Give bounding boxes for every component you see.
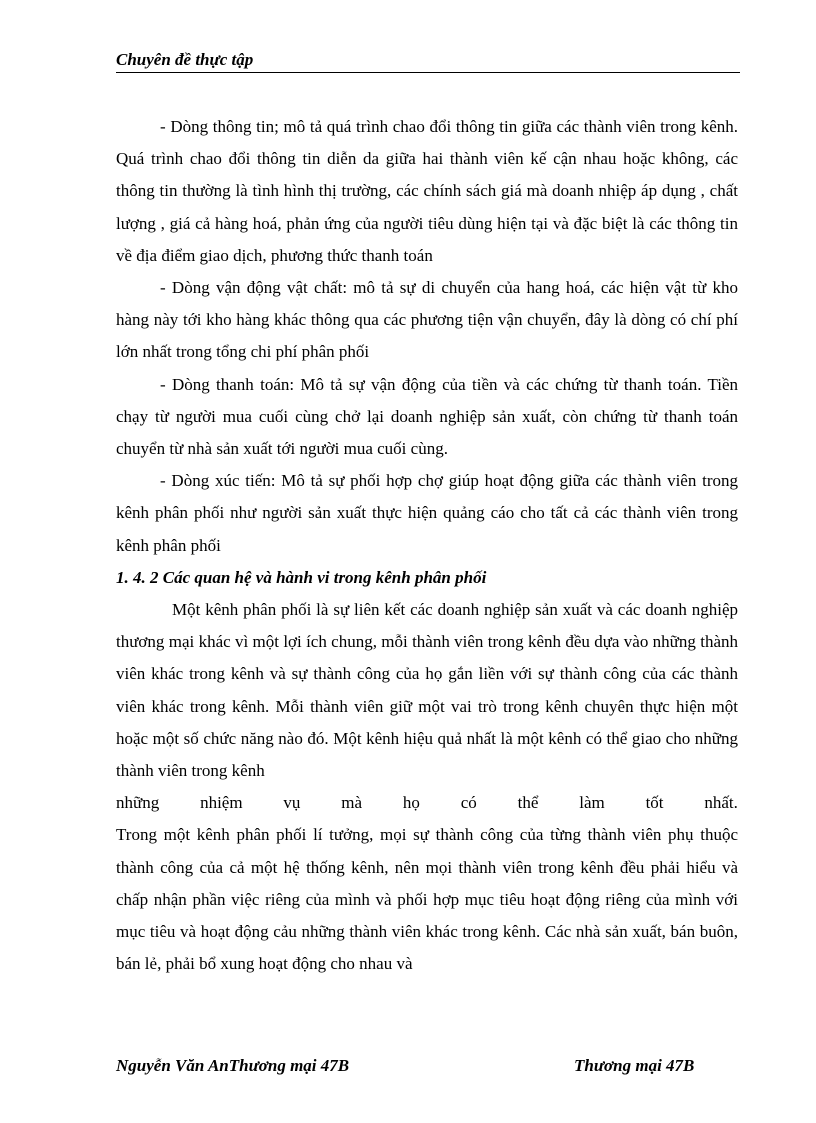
paragraph-payment-flow: - Dòng thanh toán: Mô tả sự vận động của tiền và các chứng từ thanh toán. Tiền chạy từ người mua cuối cùng chở lại doanh nghiệp sản xuất, còn chứng từ thanh toán chuyển từ nhà sản xuất tới người mua cuối cùng. <box>116 374 738 459</box>
spread-word: họ <box>402 793 420 813</box>
paragraph-information-flow: - Dòng thông tin; mô tả quá trình chao đổi thông tin giữa các thành viên trong kênh. Quá trình chao đổi thông tin diễn da giữa hai thành viên kế cận nhau hoặc không, các thông tin thường là tình hình thị trường, các chính sách giá mà doanh nhiệp áp dụng , chất lượng , giá cả hàng hoá, phản ứng của người tiêu dùng hiện tại và đặc biệt là các thông tin về địa điểm giao dịch, phương thức thanh toán <box>116 117 738 265</box>
spread-word: làm <box>579 793 605 813</box>
paragraph-promotion-flow: - Dòng xúc tiến: Mô tả sự phối hợp chợ giúp hoạt động giữa các thành viên trong kênh phân phối như người sản xuất thực hiện quảng cáo cho tất cả các thành viên trong kênh phân phối <box>116 471 738 555</box>
spread-word: nhất. <box>704 793 738 813</box>
section-heading: 1. 4. 2 Các quan hệ và hành vi trong kênh phân phối <box>116 567 487 587</box>
spread-word: có <box>460 793 477 813</box>
spread-word: thể <box>517 793 539 813</box>
page-body <box>116 111 738 980</box>
spread-word: những <box>116 793 160 813</box>
spread-word: vụ <box>283 793 301 813</box>
section-paragraph-part2: Trong một kênh phân phối lí tưởng, mọi sự thành công của từng thành viên phụ thuộc thành công của cả một hệ thống kênh, nên mọi thành viên trong kênh đều phải hiểu và chấp nhận phần việc riêng của mình và phối hợp mục tiêu hoạt động riêng của mình với mục tiêu và hoạt động cảu những thành viên khác trong kênh. Các nhà sản xuất, bán buôn, bán lẻ, phải bổ xung hoạt động cho nhau và <box>116 825 738 974</box>
spread-line <box>116 787 738 819</box>
page-header <box>116 50 740 70</box>
spread-word: nhiệm <box>200 793 243 813</box>
paragraph-physical-flow: - Dòng vận động vật chất: mô tả sự di chuyển của hang hoá, các hiện vật từ kho hàng này tới kho hàng khác thông qua các phương tiện vận chuyển, đây là dòng có chí phí lớn nhất trong tổng chi phí phân phối <box>116 278 738 362</box>
footer-author: Nguyễn Văn AnThương mại 47B <box>116 1056 350 1075</box>
footer-class: Thương mại 47B <box>574 1056 695 1075</box>
header-rule <box>116 72 740 73</box>
header-title: Chuyên đề thực tập <box>116 50 254 69</box>
spread-word: tốt <box>645 793 664 813</box>
section-paragraph-part1: Một kênh phân phối là sự liên kết các doanh nghiệp sản xuất và các doanh nghiệp thương mại khác vì một lợi ích chung, mỗi thành viên trong kênh đều dựa vào những thành viên khác trong kênh và sự thành công của họ gắn liền với sự thành công của các thành viên khác trong kênh. Mỗi thành viên giữ một vai trò trong kênh chuyên thực hiện một hoặc một số chức năng nào đó. Một kênh hiệu quả nhất là một kênh có thể giao cho những thành viên trong kênh <box>116 600 738 781</box>
spread-word: mà <box>341 793 363 813</box>
